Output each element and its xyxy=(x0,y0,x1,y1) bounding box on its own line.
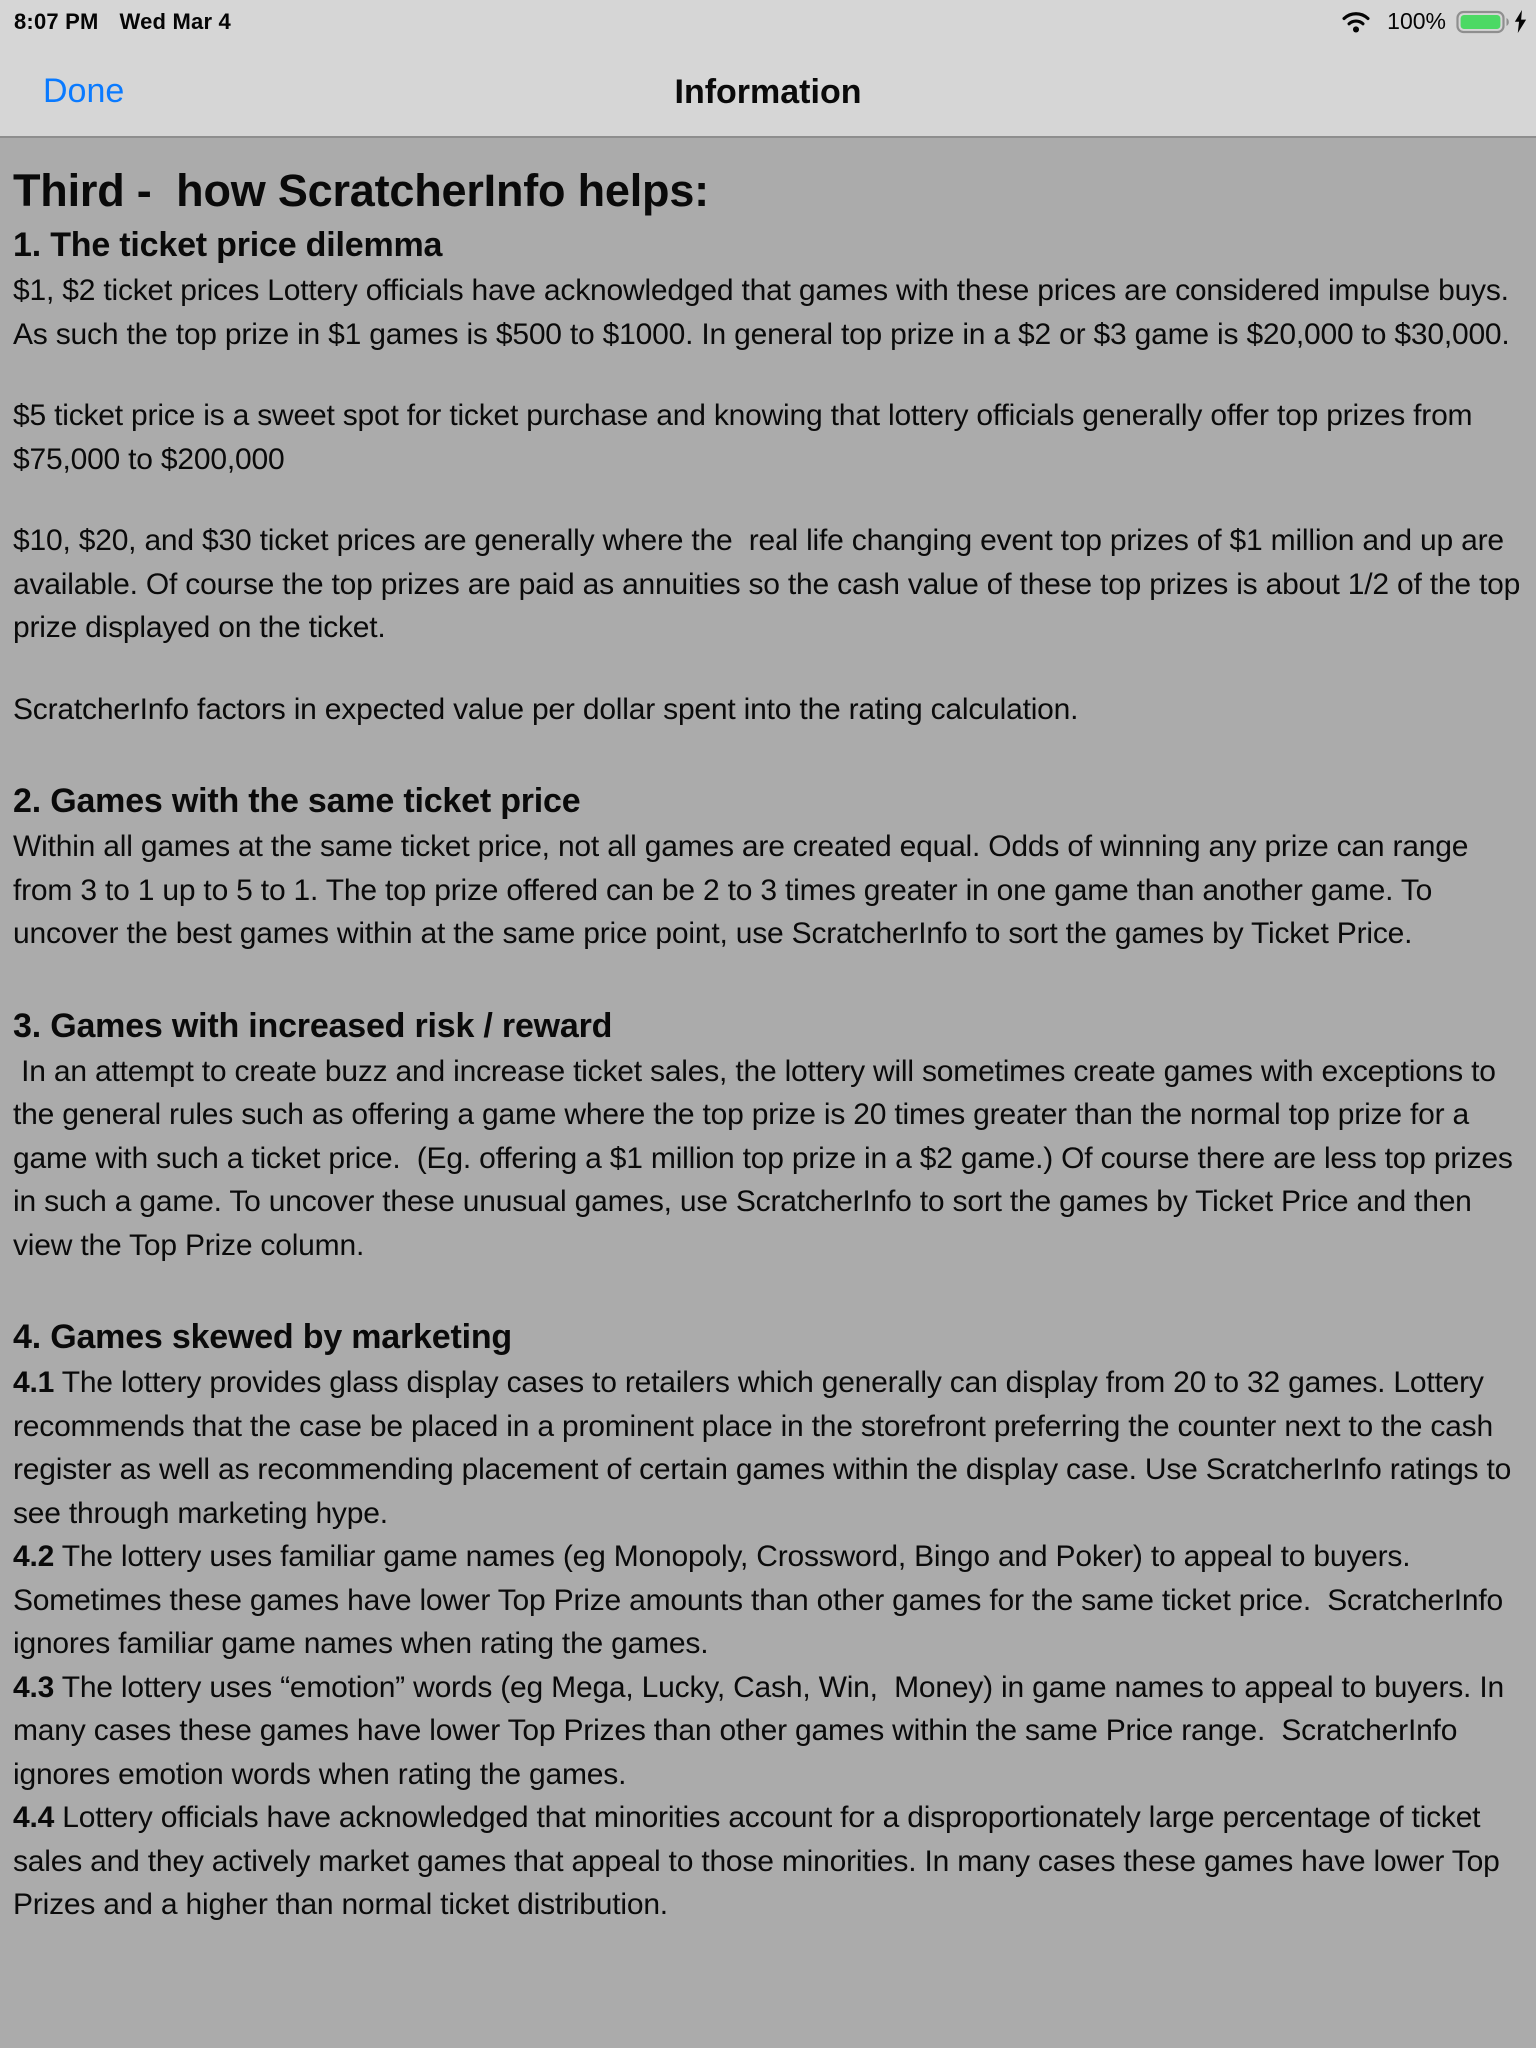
paragraph-4-4 xyxy=(13,1796,1526,1927)
paragraph-4-1-number: 4.1 xyxy=(13,1366,55,1399)
battery-percent: 100% xyxy=(1387,8,1446,34)
paragraph-risk-reward: In an attempt to create buzz and increase ticket sales, the lottery will sometimes create games with exceptions to the general rules such as offering a game where the top prize is 20 times greater than the normal top prize for a game with such a ticket price. (Eg. offering a $1 million top prize in a $2 game.) Of course there are less top prizes in such a game. To uncover these unusual games, use ScratcherInfo to sort the games by Ticket Price and then view the Top Prize column. xyxy=(13,1054,1521,1262)
done-button[interactable]: Done xyxy=(43,72,125,110)
paragraph-ticket-price-5: $5 ticket price is a sweet spot for ticket purchase and knowing that lottery officials generally offer top prizes from $75,000 to $200,000 xyxy=(13,399,1481,476)
paragraph-4-3-number: 4.3 xyxy=(13,1670,55,1704)
status-bar-right xyxy=(1341,8,1527,35)
paragraph-4-4-number: 4.4 xyxy=(13,1801,55,1834)
paragraph-4-2 xyxy=(13,1535,1526,1666)
paragraph-4-3 xyxy=(13,1666,1526,1797)
status-time: 8:07 PM xyxy=(14,9,99,34)
paragraph-ticket-prices-1-2: $1, $2 ticket prices Lottery officials have acknowledged that games with these prices are considered impulse buys. As such the top prize in $1 games is $500 to $1000. In general top prize in a $2 or $3 game is $20,000 to $30,000. xyxy=(13,274,1516,351)
status-date: Wed Mar 4 xyxy=(119,9,231,34)
content-heading: Third - how ScratcherInfo helps: xyxy=(13,165,709,216)
paragraph-4-4-text: Lottery officials have acknowledged that minorities account for a disproportionately large percentage of ticket sales and they actively market games that appeal to those minorities. In many cases these games have lower Top Prizes and a higher than normal ticket distribution. xyxy=(13,1801,1508,1921)
paragraph-4-2-number: 4.2 xyxy=(13,1540,55,1573)
section-heading-2: 2. Games with the same ticket price xyxy=(13,782,581,820)
paragraph-expected-value: ScratcherInfo factors in expected value per dollar spent into the rating calculation. xyxy=(13,692,1079,726)
status-bar-left xyxy=(14,9,231,35)
paragraph-ticket-prices-10-20-30: $10, $20, and $30 ticket prices are generally where the real life changing event top prizes of $1 million and up are available. Of course the top prizes are paid as annuities so the cash value of these top prizes is about 1/2 of the top prize displayed on the ticket. xyxy=(13,524,1529,644)
battery-full-icon xyxy=(1456,10,1512,34)
paragraph-same-ticket-price: Within all games at the same ticket price, not all games are created equal. Odds of winning any prize can range from 3 to 1 up to 5 to 1. The top prize offered can be 2 to 3 times greater in one game than another game. To uncover the best games within at the same price point, use ScratcherInfo to sort the games by Ticket Price. xyxy=(13,830,1477,950)
content-scroll-area[interactable] xyxy=(0,140,1536,2048)
page-title: Information xyxy=(674,73,862,111)
section-heading-1: 1. The ticket price dilemma xyxy=(13,226,443,264)
header-chrome xyxy=(0,0,1536,138)
wifi-icon xyxy=(1341,11,1371,33)
paragraph-4-2-text: The lottery uses familiar game names (eg Monopoly, Crossword, Bingo and Poker) to appeal to buyers. Sometimes these games have lower Top Prize amounts than other games for the same ticket price. ScratcherInfo ignores familiar game names when rating the games. xyxy=(13,1540,1512,1660)
paragraph-4-3-text: The lottery uses “emotion” words (eg Mega, Lucky, Cash, Win, Money) in game names to appeal to buyers. In many cases these games have lower Top Prizes than other games within the same Price range. ScratcherInfo ignores emotion words when rating the games. xyxy=(13,1670,1513,1791)
section-heading-4: 4. Games skewed by marketing xyxy=(13,1318,512,1356)
lightning-bolt-icon xyxy=(1514,10,1527,33)
paragraph-4-1-text: The lottery provides glass display cases to retailers which generally can display from 20 to 32 games. Lottery recommends that the case be placed in a prominent place in the storefront preferring the counter next to the cash register as well as recommending placement of certain games within the display case. Use ScratcherInfo ratings to see through marketing hype. xyxy=(13,1366,1520,1530)
paragraph-4-1 xyxy=(13,1361,1526,1535)
section-heading-3: 3. Games with increased risk / reward xyxy=(13,1006,613,1045)
